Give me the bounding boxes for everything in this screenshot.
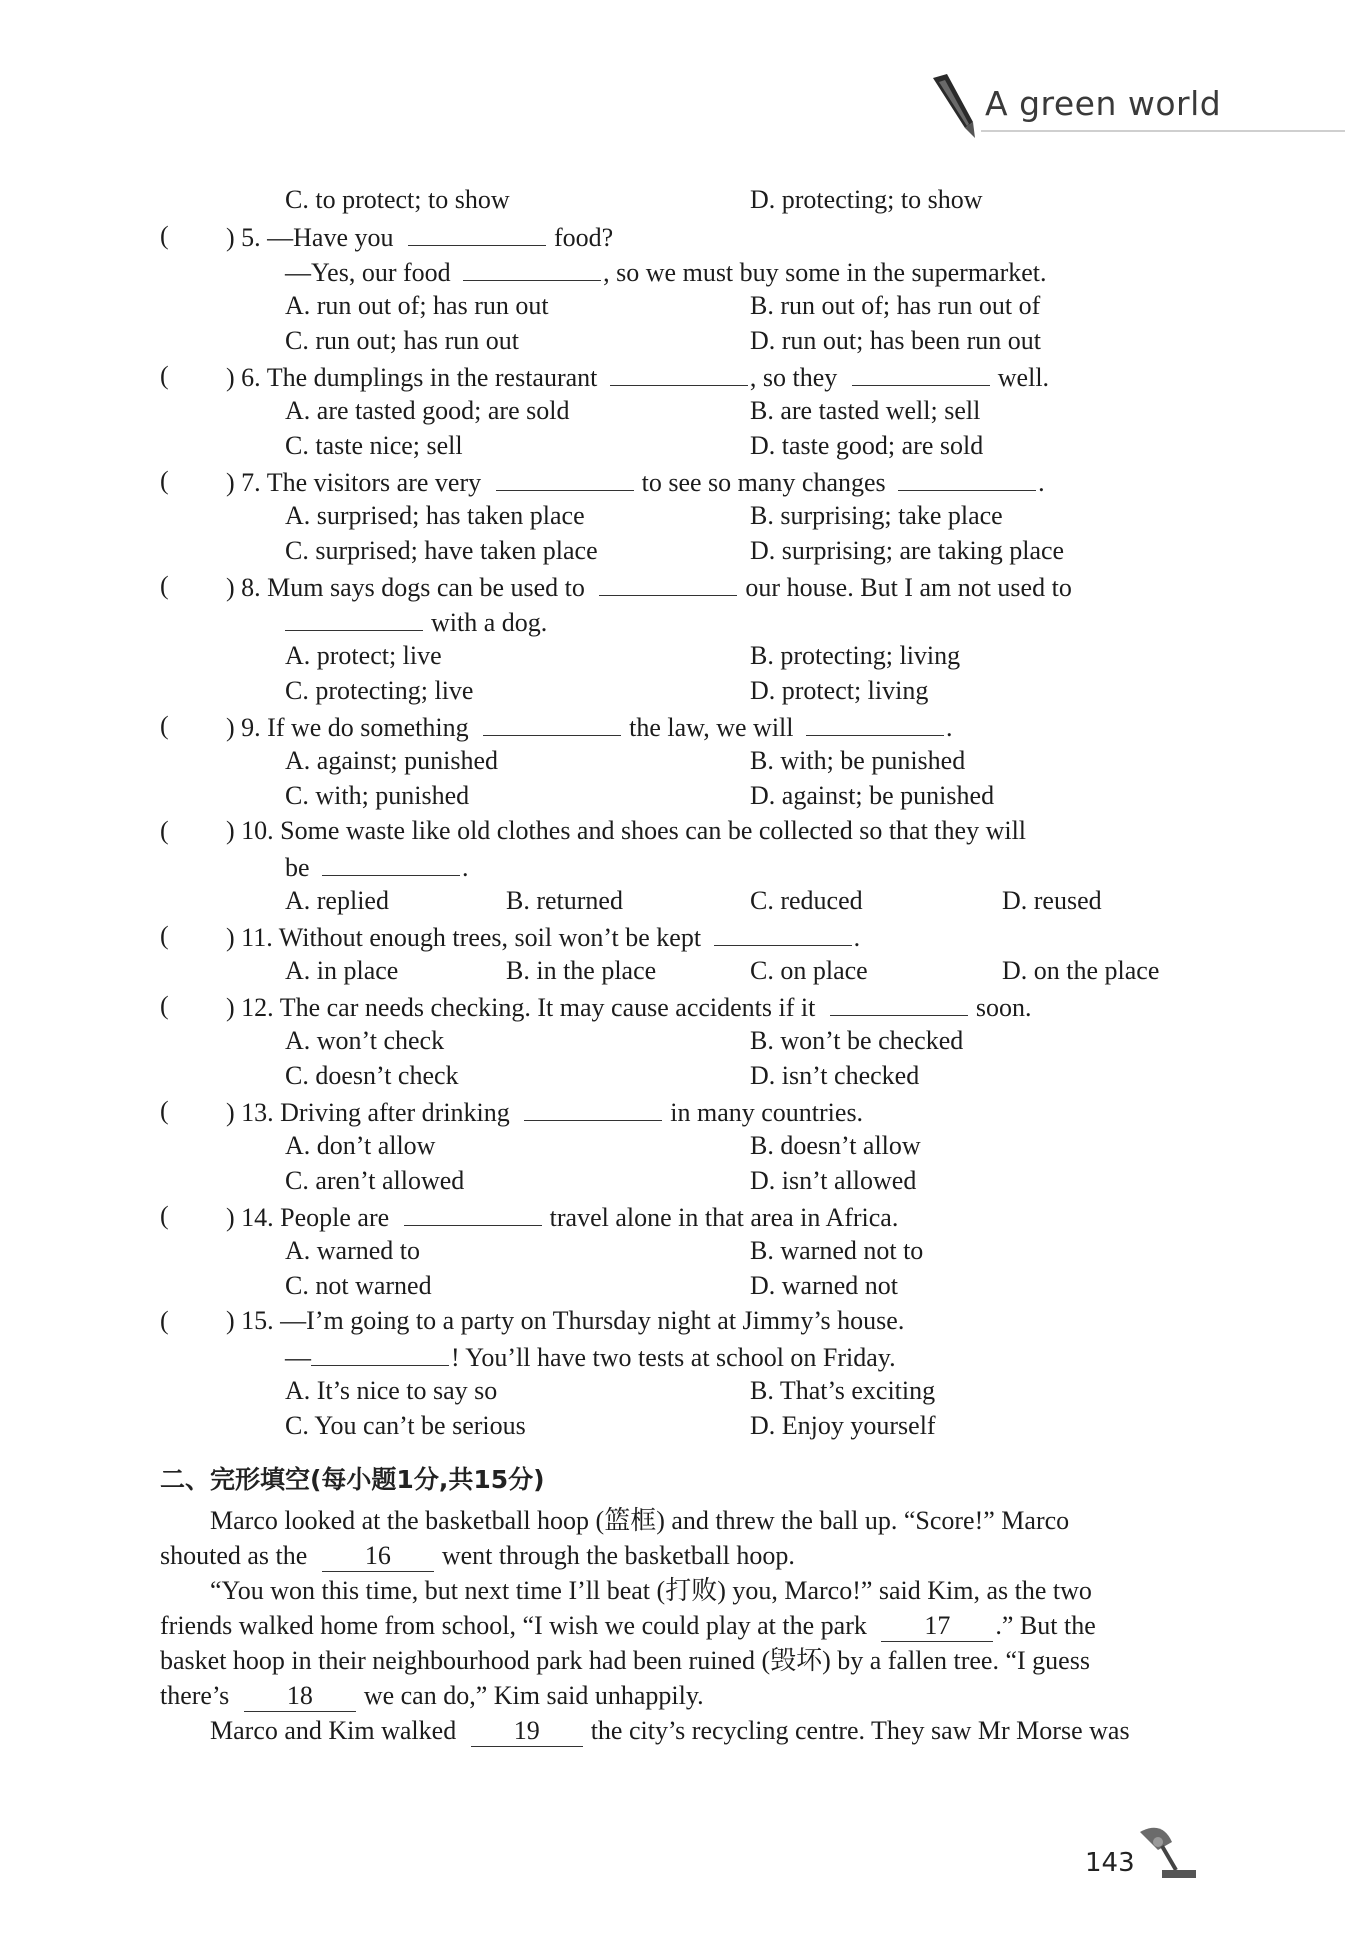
- q6-option-b: B. are tasted well; sell: [750, 396, 981, 425]
- q8-option-c: C. protecting; live: [285, 676, 474, 705]
- q12-option-d: D. isn’t checked: [750, 1061, 920, 1090]
- question-15: ) 15. —I’m going to a party on Thursday night at Jimmy’s house.: [226, 1306, 905, 1335]
- q5-option-d: D. run out; has been run out: [750, 326, 1042, 355]
- answer-blank: [483, 711, 621, 736]
- passage-line: Marco and Kim walked 19 the city’s recycling centre. They saw Mr Morse was: [210, 1716, 1130, 1745]
- q15-reply: — ! You’ll have two tests at school on Friday.: [285, 1343, 896, 1372]
- q15-option-d: D. Enjoy yourself: [750, 1411, 936, 1440]
- q10-option-b: B. returned: [506, 886, 623, 915]
- answer-blank: [898, 466, 1036, 491]
- q10-option-c: C. reduced: [750, 886, 863, 915]
- cloze-blank-18: 18: [244, 1681, 356, 1712]
- q10-option-a: A. replied: [285, 886, 389, 915]
- q11-option-d: D. on the place: [1002, 956, 1160, 985]
- q12-option-c: C. doesn’t check: [285, 1061, 459, 1090]
- desk-lamp-icon: [1132, 1822, 1202, 1884]
- question-10-cont: be .: [285, 853, 469, 882]
- answer-blank: [496, 466, 634, 491]
- passage-line: “You won this time, but next time I’ll beat (打败) you, Marco!” said Kim, as the two: [210, 1576, 1092, 1605]
- question-14: ) 14. People are travel alone in that area in Africa.: [226, 1203, 899, 1232]
- q13-option-a: A. don’t allow: [285, 1131, 436, 1160]
- cloze-blank-17: 17: [881, 1611, 993, 1642]
- answer-blank: [463, 256, 601, 281]
- q7-option-c: C. surprised; have taken place: [285, 536, 598, 565]
- cloze-blank-19: 19: [471, 1716, 583, 1747]
- q15-bracket-open: (: [160, 1306, 169, 1335]
- q6-option-d: D. taste good; are sold: [750, 431, 984, 460]
- answer-blank: [852, 361, 990, 386]
- q4-option-c: C. to protect; to show: [285, 185, 510, 214]
- passage-line: basket hoop in their neighbourhood park had been ruined (毁坏) by a fallen tree. “I guess: [160, 1646, 1090, 1675]
- q14-option-d: D. warned not: [750, 1271, 899, 1300]
- q13-option-b: B. doesn’t allow: [750, 1131, 921, 1160]
- q10-option-d: D. reused: [1002, 886, 1102, 915]
- question-8: ) 8. Mum says dogs can be used to our house. But I am not used to: [226, 573, 1072, 602]
- answer-blank: [408, 221, 546, 246]
- passage-line: there’s 18 we can do,” Kim said unhappily.: [160, 1681, 704, 1710]
- q5-stem-end: food?: [554, 223, 614, 252]
- q15-option-b: B. That’s exciting: [750, 1376, 936, 1405]
- q9-option-d: D. against; be punished: [750, 781, 995, 810]
- answer-blank: [806, 711, 944, 736]
- question-13: ) 13. Driving after drinking in many countries.: [226, 1098, 864, 1127]
- q12-option-b: B. won’t be checked: [750, 1026, 964, 1055]
- q7-bracket-open: (: [160, 466, 169, 495]
- answer-blank: [285, 606, 423, 631]
- question-8-cont: with a dog.: [285, 606, 547, 638]
- q7-option-b: B. surprising; take place: [750, 501, 1003, 530]
- q11-option-c: C. on place: [750, 956, 868, 985]
- question-6: ) 6. The dumplings in the restaurant , so they well.: [226, 363, 1050, 392]
- q13-option-d: D. isn’t allowed: [750, 1166, 917, 1195]
- q15-option-c: C. You can’t be serious: [285, 1411, 526, 1440]
- q7-option-a: A. surprised; has taken place: [285, 501, 585, 530]
- section-2-heading: 二、完形填空(每小题1分,共15分): [160, 1465, 545, 1494]
- passage-line: friends walked home from school, “I wish we could play at the park 17 .” But the: [160, 1611, 1096, 1640]
- q6-option-c: C. taste nice; sell: [285, 431, 463, 460]
- q5-option-c: C. run out; has run out: [285, 326, 519, 355]
- q4-option-d: D. protecting; to show: [750, 185, 983, 214]
- answer-blank: [322, 851, 460, 876]
- q8-option-d: D. protect; living: [750, 676, 929, 705]
- q5-option-b: B. run out of; has run out of: [750, 291, 1041, 320]
- q8-option-a: A. protect; live: [285, 641, 442, 670]
- q6-option-a: A. are tasted good; are sold: [285, 396, 570, 425]
- page-number: 143: [1085, 1848, 1135, 1878]
- q8-bracket-open: (: [160, 571, 169, 600]
- q9-bracket-open: (: [160, 711, 169, 740]
- q7-option-d: D. surprising; are taking place: [750, 536, 1065, 565]
- q14-option-b: B. warned not to: [750, 1236, 924, 1265]
- header-rule: [981, 130, 1345, 132]
- passage-line: shouted as the 16 went through the basketball hoop.: [160, 1541, 795, 1570]
- question-11: ) 11. Without enough trees, soil won’t be kept .: [226, 923, 861, 952]
- q11-option-b: B. in the place: [506, 956, 657, 985]
- answer-blank: [599, 571, 737, 596]
- q11-option-a: A. in place: [285, 956, 399, 985]
- question-10: ) 10. Some waste like old clothes and shoes can be collected so that they will: [226, 816, 1027, 845]
- answer-blank: [311, 1341, 449, 1366]
- q13-bracket-open: (: [160, 1096, 169, 1125]
- q14-bracket-open: (: [160, 1201, 169, 1230]
- q9-option-c: C. with; punished: [285, 781, 470, 810]
- q8-option-b: B. protecting; living: [750, 641, 961, 670]
- answer-blank: [714, 921, 852, 946]
- q15-option-a: A. It’s nice to say so: [285, 1376, 498, 1405]
- q10-bracket-open: (: [160, 816, 169, 845]
- q11-bracket-open: (: [160, 921, 169, 950]
- q13-option-c: C. aren’t allowed: [285, 1166, 465, 1195]
- passage-line: Marco looked at the basketball hoop (篮框) and threw the ball up. “Score!” Marco: [210, 1506, 1070, 1535]
- question-5: [226, 221, 613, 253]
- q12-bracket-open: (: [160, 991, 169, 1020]
- pen-icon: [925, 72, 985, 142]
- q14-option-a: A. warned to: [285, 1236, 421, 1265]
- answer-blank: [830, 991, 968, 1016]
- question-9: ) 9. If we do something the law, we will .: [226, 713, 953, 742]
- q9-option-b: B. with; be punished: [750, 746, 966, 775]
- q12-option-a: A. won’t check: [285, 1026, 445, 1055]
- question-12: ) 12. The car needs checking. It may cause accidents if it soon.: [226, 993, 1032, 1022]
- answer-blank: [404, 1201, 542, 1226]
- q6-bracket-open: (: [160, 361, 169, 390]
- q9-option-a: A. against; punished: [285, 746, 499, 775]
- page-header: [925, 72, 1345, 142]
- q5-reply: —Yes, our food , so we must buy some in the supermarket.: [285, 258, 1047, 287]
- q14-option-c: C. not warned: [285, 1271, 432, 1300]
- header-title: A green world: [985, 84, 1222, 123]
- answer-blank: [610, 361, 748, 386]
- question-7: ) 7. The visitors are very to see so many changes .: [226, 468, 1045, 497]
- q5-option-a: A. run out of; has run out: [285, 291, 549, 320]
- q5-stem: ) 5. —Have you: [226, 223, 394, 252]
- q5-bracket-open: (: [160, 221, 169, 250]
- answer-blank: [524, 1096, 662, 1121]
- cloze-blank-16: 16: [322, 1541, 434, 1572]
